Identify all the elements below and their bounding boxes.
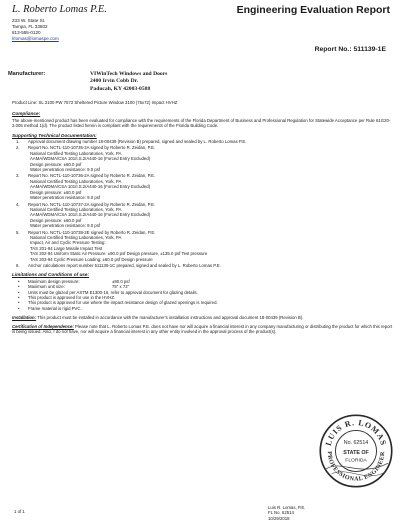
manufacturer-city: Paducah, KY 42003-0588 — [90, 85, 151, 92]
supporting-doc-item — [12, 173, 396, 200]
manufacturer-label: Manufacturer: — [8, 71, 46, 77]
installation-paragraph — [12, 315, 396, 320]
report-number-value: 511139-1E — [353, 46, 386, 53]
doc-item-detail: National Certified Testing Laboratories, York, PA — [30, 150, 122, 156]
independence-paragraph — [12, 324, 396, 335]
page-number: 1 of 1 — [14, 509, 25, 514]
installation-text: This product must be installed in accordance with the manufacturer's installation instructions and approval document 18-00439 (Revision B). — [37, 315, 304, 321]
doc-item-detail: National Certified Testing Laboratories, York, PA — [30, 178, 122, 184]
limitation-label: Units must be glazed per ASTM E1300-16, refer to approval document for glazing details. — [28, 289, 198, 295]
supporting-docs-heading: Supporting Technical Documentation: — [12, 132, 97, 138]
independence-label: Certification of Independence: — [12, 323, 74, 329]
manufacturer-street: 2400 Irvin Cobb Dr. — [90, 78, 138, 85]
doc-item-detail: TAS 202-94 Uniform Static Air Pressure: ±90.0 psf Design pressure, ±135.0 psf Test pressure — [30, 251, 208, 257]
manufacturer-address — [90, 71, 167, 93]
product-line: Product Line: SL 3100 PW 7572 Sheltered Picture Window 3100 (75x72) Impact HVHZ — [12, 100, 178, 105]
supporting-doc-item — [12, 202, 396, 229]
doc-item-detail: AAMA/WDMA/CSA 101/I.S.2/A440-16 (Forced Entry Excluded) — [30, 184, 151, 190]
report-number-label: Report No.: — [314, 46, 352, 53]
doc-item-number: 5. — [16, 229, 20, 235]
doc-item-detail: AAMA/WDMA/CSA 101/I.S.2/A440-16 (Forced Entry Excluded) — [30, 156, 151, 162]
author-name: L. Roberto Lomas P.E. — [12, 4, 107, 15]
compliance-heading: Compliance: — [12, 111, 41, 117]
doc-item-title: Report No. NCTL-110-10737-2A signed by Roberto R. Zeidan, P.E. — [28, 201, 156, 207]
doc-item-detail: National Certified Testing Laboratories, York, PA — [30, 206, 122, 212]
independence-text: Please note that L. Roberto Lomas P.E. does not have nor will acquire a financial interest in any company manufacturing or distributing the product for which this report is being issued. Also, I do not have, nor will acquire a financial interest in any other entity involved in the approval process of the product(s). — [12, 323, 393, 335]
supporting-doc-item — [12, 230, 396, 262]
doc-item-detail: Impact, Air and Cyclic Pressure Testing: — [30, 240, 106, 246]
doc-item-detail: National Certified Testing Laboratories, York, PA — [30, 234, 122, 240]
limitation-label: Maximum design pressure: — [28, 278, 80, 284]
doc-item-number: 4. — [16, 201, 20, 207]
manufacturer-name: VIWinTech Windows and Doors — [90, 71, 168, 77]
limitation-label: Maximum unit size: — [28, 284, 65, 290]
address-phone: 813-555-0120 — [12, 30, 41, 35]
supporting-docs-list — [12, 139, 396, 268]
letterhead — [12, 4, 396, 64]
doc-item-title: Approval document drawing number 18-00439 (Revision B) prepared, signed and sealed by L. Roberto Lomas P.E. — [28, 139, 247, 145]
doc-item-detail: Design pressure: ±60.0 psf — [30, 189, 82, 195]
limitation-value: 75" x 72" — [112, 284, 130, 290]
signer-name: Luis R. Lomas, P.E. — [268, 505, 306, 510]
address-street: 233 W. State St. — [12, 18, 46, 23]
seal-license-number: No. 62514 — [343, 440, 369, 447]
doc-item-detail: TAS 201-94 Large Missile Impact Test — [30, 245, 103, 251]
limitation-item — [12, 306, 396, 311]
doc-item-number: 6. — [16, 262, 20, 268]
seal-profession-text: PROFESSIONAL ENGINEER — [325, 451, 387, 483]
doc-item-detail: Design pressure: ±60.0 psf — [30, 217, 82, 223]
seal-florida-label: FLORIDA — [345, 458, 367, 464]
supporting-doc-item — [12, 263, 396, 268]
doc-item-number: 3. — [16, 173, 20, 179]
limitation-label: This product is approved for use where the impact resistance design of glazed openings is required. — [28, 300, 218, 306]
signer-block — [268, 505, 305, 521]
doc-item-detail: Water penetration resistance: 9.0 psf — [30, 223, 101, 229]
seal-state-label: STATE OF — [343, 450, 369, 457]
limitations-heading: Limitations and Conditions of use: — [12, 272, 90, 278]
report-number — [315, 46, 386, 53]
limitation-label: This product is approved for use in the HVHZ. — [28, 295, 116, 300]
supporting-doc-item — [12, 139, 396, 144]
limitations-list — [12, 279, 396, 311]
signer-date: 10/29/2018 — [268, 515, 290, 521]
doc-item-detail: AAMA/WDMA/CSA 101/I.S.2/A440-16 (Forced Entry Excluded) — [30, 212, 151, 218]
address-email-link[interactable]: lrlomas@lomaspe.com — [12, 36, 59, 41]
limitation-value: ±90.0 psf — [112, 278, 130, 284]
doc-item-detail: TAS 203-94 Cyclic Pressure Loading: ±60.0 psf Design pressure — [30, 256, 153, 262]
doc-item-detail: Design pressure: ±60.0 psf — [30, 161, 82, 167]
report-body — [12, 100, 396, 337]
engineer-seal — [318, 413, 394, 489]
installation-label: Installation: — [12, 315, 37, 321]
doc-item-detail: Water penetration resistance: 9.0 psf — [30, 167, 101, 173]
report-title: Engineering Evaluation Report — [236, 4, 390, 16]
limitation-label: Frame material is rigid PVC. — [28, 305, 82, 311]
supporting-doc-item — [12, 145, 396, 172]
doc-item-title: Anchor calculations report number 511139-1C prepared, signed and sealed by L. Roberto Lomas P.E. — [28, 262, 221, 268]
signer-license: FL No. 62514 — [268, 510, 294, 516]
doc-item-title: Report No. NCTL-110-10736-2A signed by Roberto R. Zeidan, P.E. — [28, 173, 156, 179]
doc-item-number: 2. — [16, 145, 20, 151]
doc-item-number: 1. — [16, 139, 20, 145]
doc-item-title: Report No. NCTL-110-10738-2E signed by Roberto R. Zeidan, P.E. — [28, 229, 156, 235]
address-city: Tampa, FL 33602 — [12, 24, 48, 29]
doc-item-title: Report No. NCTL-110-10735-2A signed by Roberto R. Zeidan, P.E. — [28, 145, 156, 151]
doc-item-detail: Water penetration resistance: 9.0 psf — [30, 195, 101, 201]
seal-name-text: LUIS R. LOMAS — [323, 418, 389, 447]
compliance-text: The above-mentioned product has been evaluated for compliance with the requirements of the Florida Department of Business and Professional Regulation for Statewide Acceptance per Rule 61G20-3.005 method 1(d). The product listed herein is compliant with the requirements of the Florida Building Code. — [12, 117, 391, 129]
